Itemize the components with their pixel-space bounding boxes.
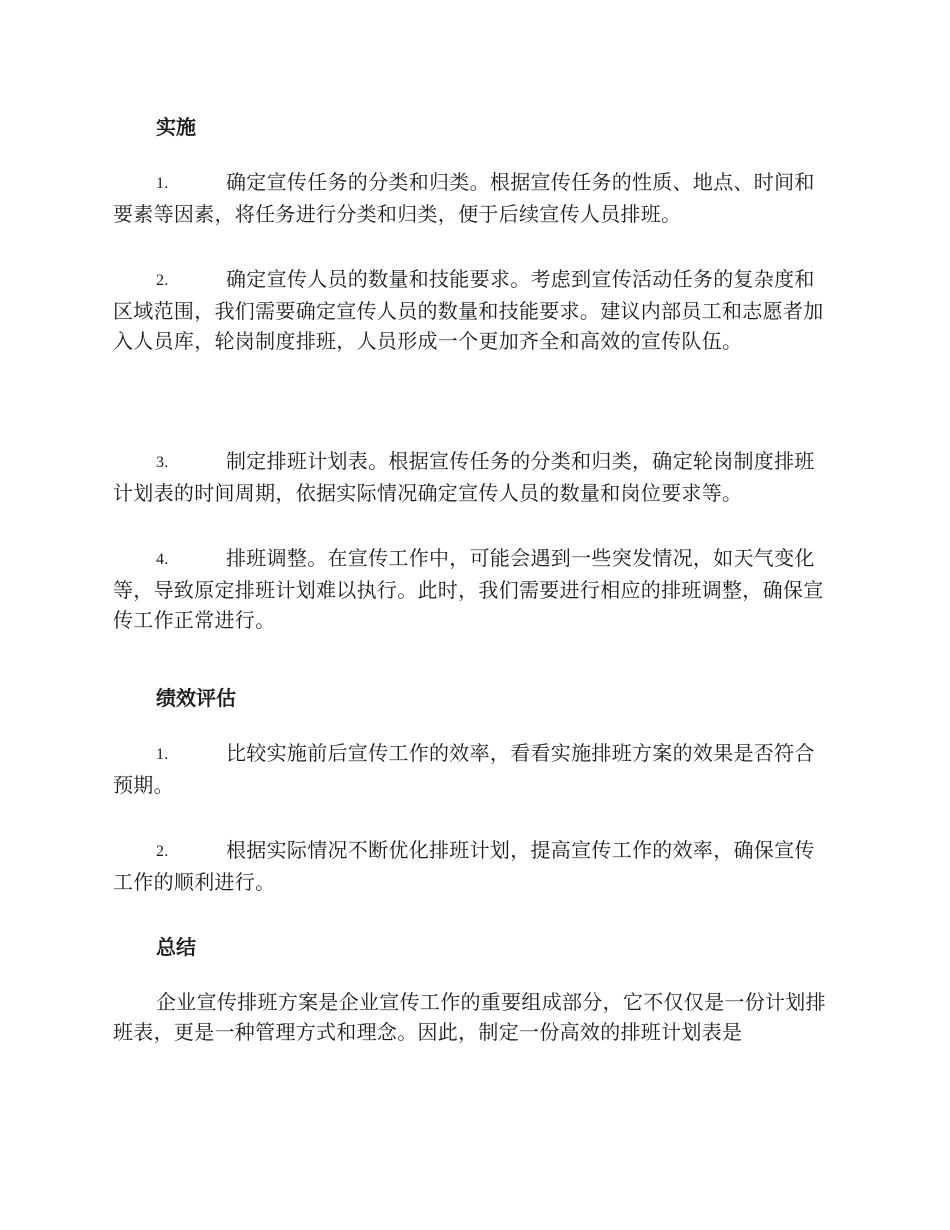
section-heading-implementation: 实施 bbox=[156, 115, 196, 139]
section-heading-performance-evaluation: 绩效评估 bbox=[156, 686, 236, 710]
list-item-text: 根据实际情况不断优化排班计划，提高宣传工作的效率，确保宣传工作的顺利进行。 bbox=[113, 838, 815, 894]
list-item-text: 确定宣传人员的数量和技能要求。考虑到宣传活动任务的复杂度和区域范围，我们需要确定宣传人员的数量和技能要求。建议内部员工和志愿者加入人员库，轮岗制度排班，人员形成一个更加齐全和高效的宣传队伍。 bbox=[113, 267, 824, 353]
section-heading-summary: 总结 bbox=[156, 935, 196, 959]
list-item-number: 1. bbox=[156, 175, 169, 192]
list-item bbox=[113, 738, 833, 800]
list-item-number: 2. bbox=[156, 843, 169, 860]
list-item-number: 2. bbox=[156, 272, 169, 289]
list-item-text: 制定排班计划表。根据宣传任务的分类和归类，确定轮岗制度排班计划表的时间周期，依据实际情况确定宣传人员的数量和岗位要求等。 bbox=[113, 449, 815, 505]
list-item bbox=[113, 264, 833, 356]
list-item bbox=[113, 167, 833, 229]
list-item-text: 排班调整。在宣传工作中，可能会遇到一些突发情况，如天气变化等，导致原定排班计划难以执行。此时，我们需要进行相应的排班调整，确保宣传工作正常进行。 bbox=[113, 546, 824, 632]
list-item-text: 确定宣传任务的分类和归类。根据宣传任务的性质、地点、时间和要素等因素，将任务进行分类和归类，便于后续宣传人员排班。 bbox=[113, 170, 815, 226]
list-item bbox=[113, 446, 833, 508]
list-item-number: 1. bbox=[156, 746, 169, 763]
list-item-number: 4. bbox=[156, 551, 169, 568]
list-item-number: 3. bbox=[156, 454, 169, 471]
list-item bbox=[113, 543, 833, 635]
summary-paragraph: 企业宣传排班方案是企业宣传工作的重要组成部分，它不仅仅是一份计划排班表，更是一种管理方式和理念。因此，制定一份高效的排班计划表是 bbox=[113, 990, 826, 1044]
list-item-text: 比较实施前后宣传工作的效率，看看实施排班方案的效果是否符合预期。 bbox=[113, 741, 815, 797]
list-item bbox=[113, 835, 833, 897]
